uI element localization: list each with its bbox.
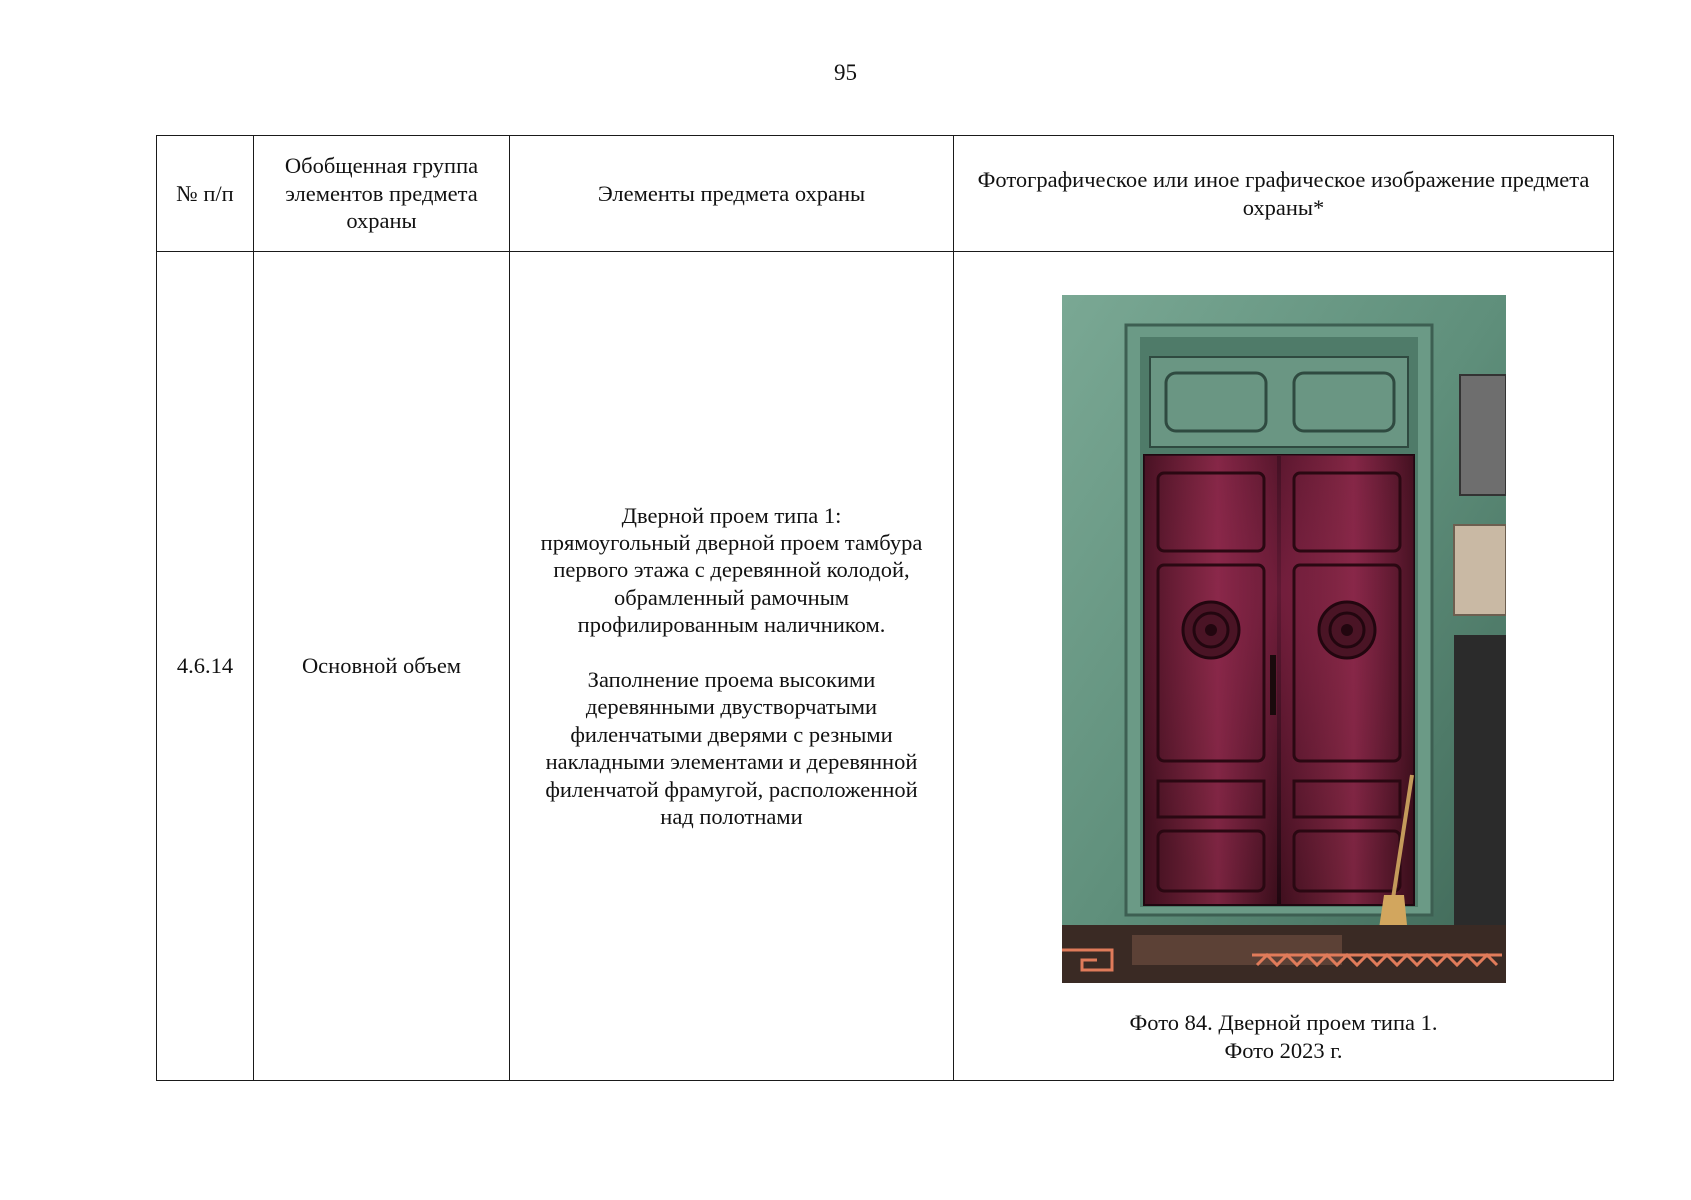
- row-photo: [954, 252, 1614, 1081]
- text-line: прямоугольный дверной проем тамбура: [540, 530, 923, 556]
- row-group: Основной объем: [254, 252, 510, 1081]
- photo-caption: [1062, 1009, 1506, 1064]
- caption-line: Фото 84. Дверной проем типа 1.: [1129, 1010, 1438, 1036]
- text-line: накладными элементами и деревянной: [545, 749, 918, 775]
- text-line: филенчатой фрамугой, расположенной: [545, 776, 918, 802]
- text-line: над полотнами: [660, 803, 803, 829]
- text-line: обрамленный рамочным: [613, 584, 850, 610]
- row-num: 4.6.14: [157, 252, 254, 1081]
- caption-line: Фото 2023 г.: [1224, 1037, 1343, 1063]
- page-number: 95: [834, 60, 857, 85]
- text-line: деревянными двустворчатыми: [585, 694, 878, 720]
- header-photo: Фотографическое или иное графическое изображение предмета охраны*: [954, 136, 1614, 252]
- text-line: профилированным наличником.: [577, 612, 886, 638]
- header-num: № п/п: [157, 136, 254, 252]
- photo-transom: [1150, 357, 1408, 447]
- row-elements: [510, 252, 954, 1081]
- door-photo: [1062, 295, 1506, 983]
- text-line: первого этажа с деревянной колодой,: [553, 557, 910, 583]
- text-line: Дверной проем типа 1:: [621, 502, 842, 528]
- table-row: [157, 252, 1614, 1081]
- text-line: филенчатыми дверями с резными: [570, 721, 893, 747]
- text-line: Заполнение проема высокими: [587, 666, 876, 692]
- table-header-row: [157, 136, 1614, 252]
- elements-paragraph-1: [520, 502, 943, 639]
- header-elements: Элементы предмета охраны: [510, 136, 954, 252]
- elements-paragraph-2: [520, 666, 943, 831]
- protection-table: [156, 135, 1614, 1081]
- header-group: Обобщенная группа элементов предмета охраны: [254, 136, 510, 252]
